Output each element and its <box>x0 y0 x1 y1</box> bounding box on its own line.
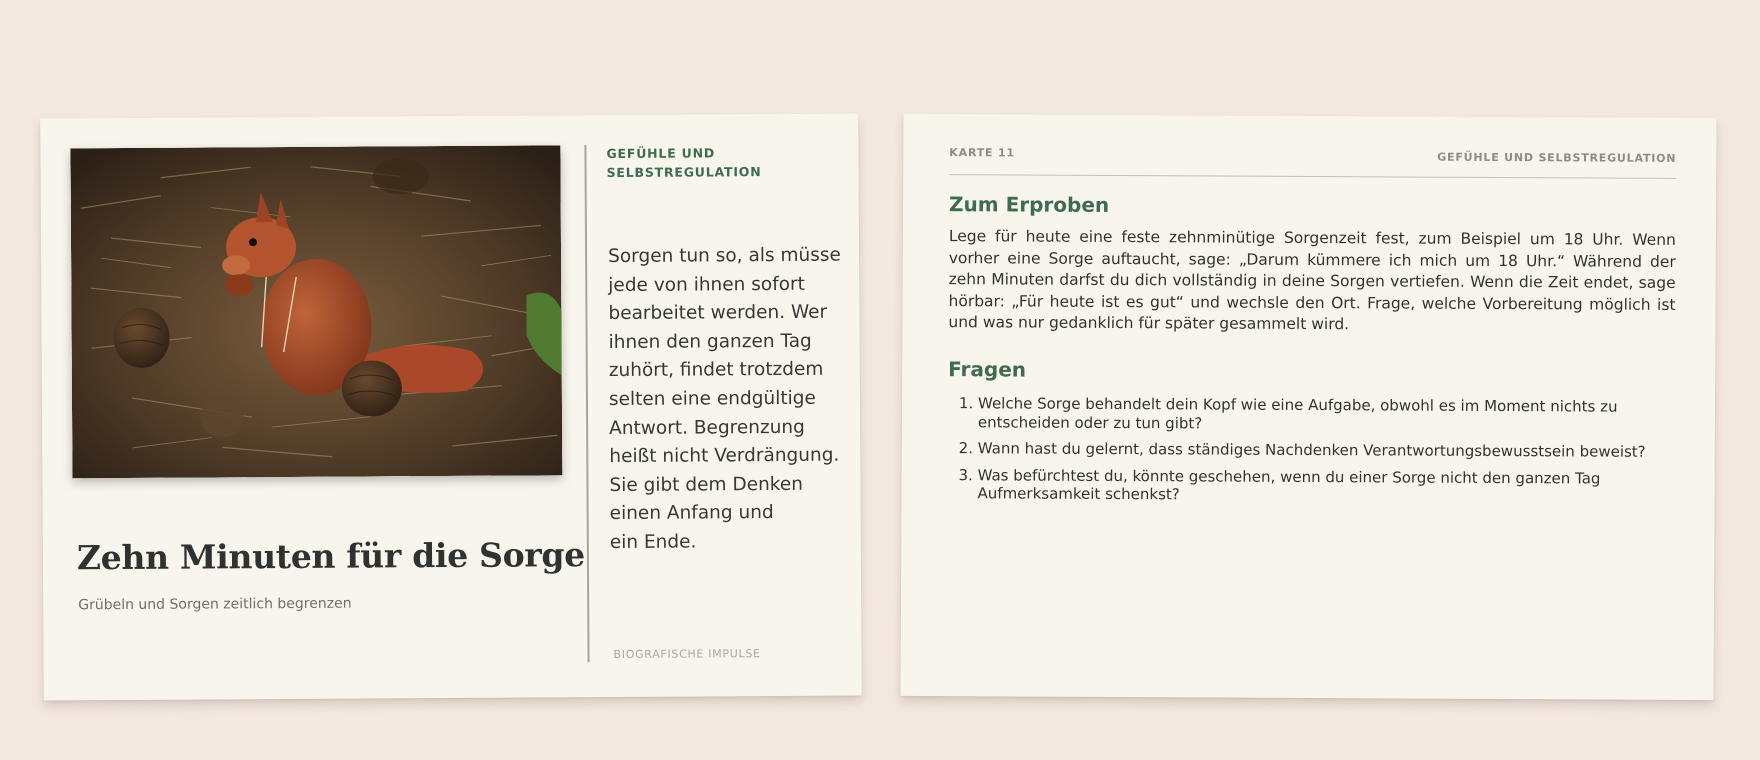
questions-heading: Fragen <box>948 357 1027 382</box>
quote-line: einen Anfang und <box>609 502 774 525</box>
back-card <box>900 114 1716 700</box>
category-line-2: SELBSTREGULATION <box>606 164 762 181</box>
quote-line: heißt nicht Verdrängung. <box>609 444 840 468</box>
card-number: KARTE 11 <box>949 146 1015 160</box>
quote-line: zuhört, findet trotzdem <box>608 359 824 382</box>
front-card <box>40 114 862 701</box>
quote-line: bearbeitet werden. Wer <box>608 301 828 325</box>
quote-line: Sorgen tun so, als müsse <box>608 244 841 268</box>
question-item: 2. Wann hast du gelernt, dass ständiges Nachdenken Verantwortungsbewusstsein beweist? <box>978 439 1658 461</box>
card-header <box>949 144 1676 179</box>
quote-line: ihnen den ganzen Tag <box>608 330 812 353</box>
category-label <box>606 143 806 182</box>
question-item: 3. Was befürchtest du, könnte geschehen, wenn du einer Sorge nicht den ganzen Tag Aufmerksamkeit schenkst? <box>977 466 1657 507</box>
questions-list <box>947 394 1658 514</box>
quote-line: jede von ihnen sofort <box>608 273 805 296</box>
try-heading: Zum Erproben <box>948 192 1110 217</box>
quote-line: ein Ende. <box>609 531 697 553</box>
quote-line: Antwort. Begrenzung <box>609 416 805 439</box>
quote-line: selten eine endgültige <box>608 387 816 411</box>
category-line-1: GEFÜHLE UND <box>606 145 716 162</box>
quote-line: Sie gibt dem Denken <box>609 473 803 496</box>
question-item: 1. Welche Sorge behandelt dein Kopf wie eine Aufgabe, obwohl es im Moment nichts zu entscheiden oder zu tun gibt? <box>978 394 1658 435</box>
card-title: Zehn Minuten für die Sorge <box>76 535 586 578</box>
vertical-divider <box>584 145 589 662</box>
squirrel-photo <box>70 145 562 478</box>
card-subtitle: Grübeln und Sorgen zeitlich begrenzen <box>78 595 352 614</box>
try-text: Lege für heute eine feste zehnminütige Sorgenzeit fest, zum Beispiel um 18 Uhr. Wenn vorher eine Sorge auftaucht, sage: „Darum kümmere ich mich um 18 Uhr.“ Während der zehn Minuten darfst du dich vollständig in deine Sorgen vertiefen. Wenn die Zeit endet, sage hörbar: „Für heute ist es gut“ und wechsle den Ort. Frage, welche Vorbereitung möglich ist und was nur gedanklich für später gesammelt wird. <box>948 227 1676 334</box>
quote-text <box>608 242 850 558</box>
header-category: GEFÜHLE UND SELBSTREGULATION <box>1437 150 1677 165</box>
series-label: BIOGRAFISCHE IMPULSE <box>613 647 761 662</box>
